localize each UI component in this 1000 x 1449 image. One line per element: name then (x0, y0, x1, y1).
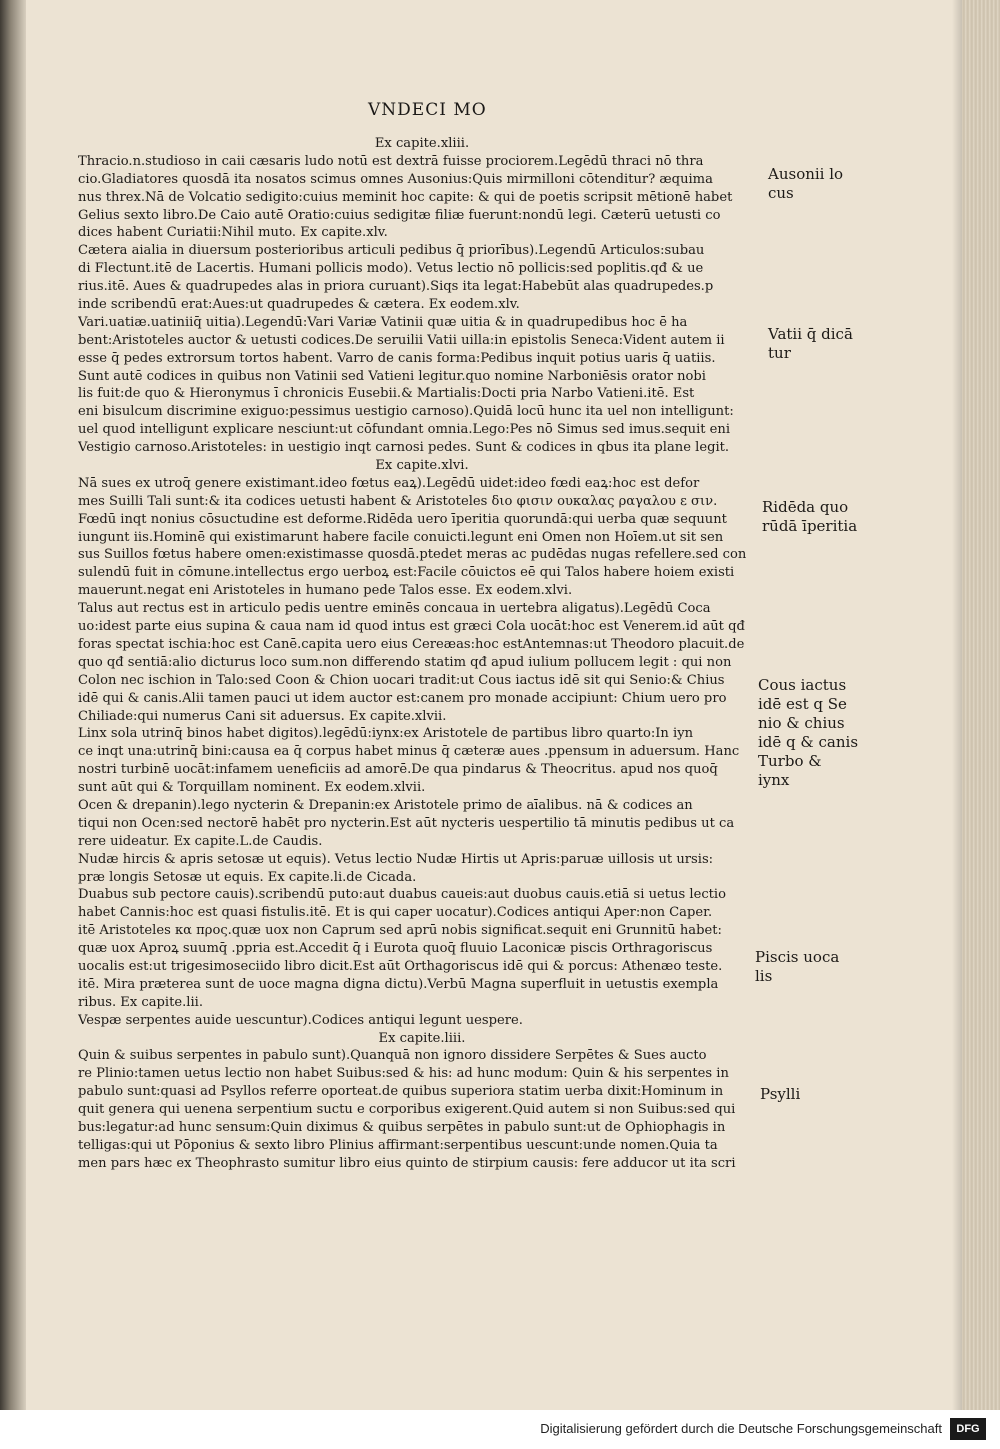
text-line: mes Suilli Tali sunt:& ita codices uetusti habent & Aristoteles διο φισιν ουκαλας ραγαλου ε σιν. (78, 493, 718, 509)
binding-gutter (0, 0, 26, 1410)
text-line: itē. Mira præterea sunt de uoce magna digna dictu).Verbū Magna superfluit in uetustis exempla (78, 976, 719, 992)
text-line: pabulo sunt:quasi ad Psyllos referre oporteat.de quibus superiora statim uerba dixit:Hominum in (78, 1084, 724, 1100)
text-line: eni bisulcum discrimine exiguo:pessimus uestigio carnoso).Quidā locū hunc ita uel non intelligunt: (78, 404, 734, 420)
marginal-note-ausonii: Ausonii lo cus (768, 165, 844, 202)
text-line: idē qui & canis.Alii tamen pauci ut idem auctor est:canem pro monade accipiunt: Chium uero pro (78, 690, 727, 706)
text-line: nus threx.Nā de Volcatio sedigito:cuius meminit hoc capite: & qui de poetis scripsit mētionē habet (78, 189, 733, 205)
text-line: cio.Gladiatores quosdā ita nosatos scimus omnes Ausonius:Quis mirmilloni cōtenditur? æquima (78, 171, 713, 187)
text-line: dices habent Curiatii:Nihil muto. Ex capite.xlv. (78, 225, 388, 241)
text-line: rius.itē. Aues & quadrupedes alas in priora curuant).Siqs ita legat:Habebūt alas quadrupedes.p (78, 279, 714, 295)
text-line: quæ uox Aproꝝ suumq̄ .ppria est.Accedit q̄ i Eurota quoq̄ fluuio Laconicæ piscis Orthragoriscus (78, 941, 713, 957)
text-line: Quin & suibus serpentes in pabulo sunt).Quanquā non ignoro dissidere Serpētes & Sues aucto (78, 1048, 707, 1064)
text-line: Colon nec ischion in Talo:sed Coon & Chion uocari tradit:ut Cous iactus idē sit qui Senio:& Chius (78, 672, 725, 688)
chapter-heading: Ex capite.xliii. (374, 136, 470, 151)
text-line: itē Aristoteles κα προς.quæ uox non Caprum sed aprū nobis significat.sequit eni Grunnitū habet: (78, 923, 722, 939)
text-line: uo:idest parte eius supina & caua nam id quod intus est græci Cola uocāt:hoc est Venerem.id aūt qđ (78, 619, 745, 635)
footer-credit: Digitalisierung gefördert durch die Deutsche Forschungsgemeinschaft (540, 1421, 942, 1436)
marginal-note-vatii: Vatii q̄ dicā tur (768, 325, 853, 362)
text-line: sunt aūt qui & Torquillam nominent. Ex eodem.xlvii. (78, 780, 426, 796)
text-line: Thracio.n.studioso in caii cæsaris ludo notū est dextrā fuisse prociorem.Legēdū thraci nō thra (78, 153, 704, 169)
marginal-note-rideda: Ridēda quo rūdā īperitia (762, 498, 858, 535)
text-line: quo qđ sentiā:alio dicturus loco sum.non differendo statim qđ apud iulium pollucem legit : qui non (78, 654, 732, 670)
text-line: sulendū fuit in cōmune.intellectus ergo uerboꝝ est:Facile cōuictos eē qui Talos habere hoiem existi (78, 565, 735, 581)
text-line: nostri turbinē uocāt:infamem ueneficiis ad amorē.De qua pindarus & Theocritus. apud nos quoq̄ (78, 762, 718, 778)
text-line: Ocen & drepanin).lego nycterin & Drepanin:ex Aristotele primo de aīalibus. nā & codices an (78, 797, 693, 813)
text-line: inde scribendū erat:Aues:ut quadrupedes & cætera. Ex eodem.xlv. (78, 297, 520, 313)
text-line: bent:Aristoteles auctor & uetusti codices.De seruilii Vatii uilla:in epistolis Seneca:Vident autem ii (78, 332, 725, 348)
running-head: VNDECI MO (368, 100, 487, 120)
text-line: Cætera aialia in diuersum posterioribus articuli pedibus q̄ priorībus).Legendū Articulos:subau (78, 243, 705, 259)
text-line: lis fuit:de quo & Hieronymus ī chronicis Eusebii.& Martialis:Docti pria Narbo Vatieni.itē. Est (78, 386, 695, 402)
text-line: esse q̄ pedes extrorsum tortos habent. Varro de canis forma:Pedibus inquit potius uaris q̄ uatiis. (78, 350, 716, 366)
text-line: uel quod intelligunt explicare nesciunt:ut cōfundant omnia.Lego:Pes nō Simus sed imus.sequit eni (78, 422, 731, 438)
text-line: Linx sola utrinq̄ binos habet digitos).legēdū:iynx:ex Aristotele de partibus libro quarto:In iyn (78, 726, 694, 742)
text-line: mauerunt.negat eni Aristoteles in humano pede Talos esse. Ex eodem.xlvi. (78, 583, 573, 599)
text-line: ce inqt una:utrinq̄ bini:causa ea q̄ corpus habet minus q̄ cæteræ aues .ppensum in aduersum. Hanc (78, 744, 740, 760)
chapter-heading: Ex capite.liii. (378, 1030, 466, 1046)
text-line: Gelius sexto libro.De Caio autē Oratio:cuius sedigitæ filiæ fuerunt:nondū legi. Cæterū uetusti co (78, 207, 721, 223)
text-line: habet Cannis:hoc est quasi fistulis.itē. Et is qui caper uocatur).Codices antiqui Aper:non Caper. (78, 905, 713, 921)
text-line: Chiliade:qui numerus Cani sit aduersus. Ex capite.xlvii. (78, 708, 447, 724)
text-line: iungunt iis.Hominē qui existimarunt habere facile conuicti.legunt eni Omen non Hoīem.ut sit sen (78, 529, 724, 545)
text-line: re Plinio:tamen uetus lectio non habet Suibus:sed & his: ad hunc modum: Quin & his serpentes in (78, 1066, 729, 1082)
text-line: telligas:qui ut Pōponius & sexto libro Plinius affirmant:serpentibus uescunt:unde nomen.Quia ta (78, 1137, 718, 1153)
text-line: di Flectunt.itē de Lacertis. Humani pollicis modo). Vetus lectio nō pollicis:sed poplitis.qđ & ue (78, 261, 704, 277)
text-line: Nudæ hircis & apris setosæ ut equis). Vetus lectio Nudæ Hirtis ut Apris:paruæ uillosis ut ursis: (78, 851, 714, 867)
text-line: rere uideatur. Ex capite.L.de Caudis. (78, 833, 323, 849)
text-line: tiqui non Ocen:sed nectorē habēt pro nycterin.Est aūt nycteris uespertilio tā minutis pedibus ut ca (78, 815, 735, 831)
text-line: Duabus sub pectore cauis).scribendū puto:aut duabus caueis:aut duobus cauis.etiā si uetus lectio (78, 887, 726, 903)
text-line: foras spectat ischia:hoc est Canē.capita uero eius Cereæas:hoc estAntemnas:ut Theodoro placuit.de (78, 636, 745, 652)
dfg-logo: DFG (950, 1418, 986, 1440)
fore-edge (962, 0, 1000, 1410)
text-line: Talus aut rectus est in articulo pedis uentre eminēs concaua in uertebra aligatus).Legēdū Coca (78, 601, 711, 617)
text-line: quit genera qui uenena serpentium suctu e corporibus exigerent.Quid autem si non Suibus:sed qui (78, 1102, 736, 1118)
digitization-footer (0, 1410, 1000, 1449)
text-line: Vespæ serpentes auide uescuntur).Codices antiqui legunt uespere. (78, 1012, 523, 1028)
marginal-note-piscis: Piscis uoca lis (755, 948, 840, 985)
text-line: Vestigio carnoso.Aristoteles: in uestigio inqt carnosi pedes. Sunt & codices in qbus ita plane legit. (78, 440, 730, 456)
text-line: Fœdū inqt nonius cōsuctudine est deforme.Ridēda uero īperitia quorundā:qui uerba quæ sequunt (78, 511, 727, 527)
text-line: Vari.uatiæ.uatiniiq̄ uitia).Legendū:Vari Variæ Vatinii quæ uitia & in quadrupedibus hoc ē ha (78, 314, 688, 330)
text-line: Sunt autē codices in quibus non Vatinii sed Vatieni legitur.quo nomine Narboniēsis orator nobi (78, 368, 706, 384)
text-line: men pars hæc ex Theophrasto sumitur libro eius quinto de stirpium causis: fere adducor ut ita scri (78, 1155, 736, 1171)
text-line: præ longis Setosæ ut equis. Ex capite.li.de Cicada. (78, 869, 417, 885)
text-line: bus:legatur:ad hunc sensum:Quin diximus & quibus serpētes in pabulo sunt:ut de Ophiophagis in (78, 1119, 726, 1135)
text-line: sus Suillos fœtus habere omen:existimasse quosdā.ptedet meras ac pudēdas nugas refellere.sed con (78, 547, 747, 563)
text-line: ribus. Ex capite.lii. (78, 994, 204, 1010)
text-line: Nā sues ex utroq̄ genere existimant.ideo fœtus eaꝝ).Legēdū uidet:ideo fœdi eaꝝ:hoc est defor (78, 475, 700, 491)
marginal-note-psylli: Psylli (760, 1085, 801, 1103)
text-line: uocalis est:ut trigesimoseciido libro dicit.Est aūt Orthagoriscus idē qui & porcus: Athenæo teste. (78, 958, 723, 974)
body-text (78, 135, 766, 1173)
marginal-note-cous: Cous iactus idē est q Se nio & chius idē q & canis Turbo & iynx (758, 676, 859, 789)
chapter-heading: Ex capite.xlvi. (375, 458, 469, 474)
page-edge-shadow (952, 0, 962, 1410)
